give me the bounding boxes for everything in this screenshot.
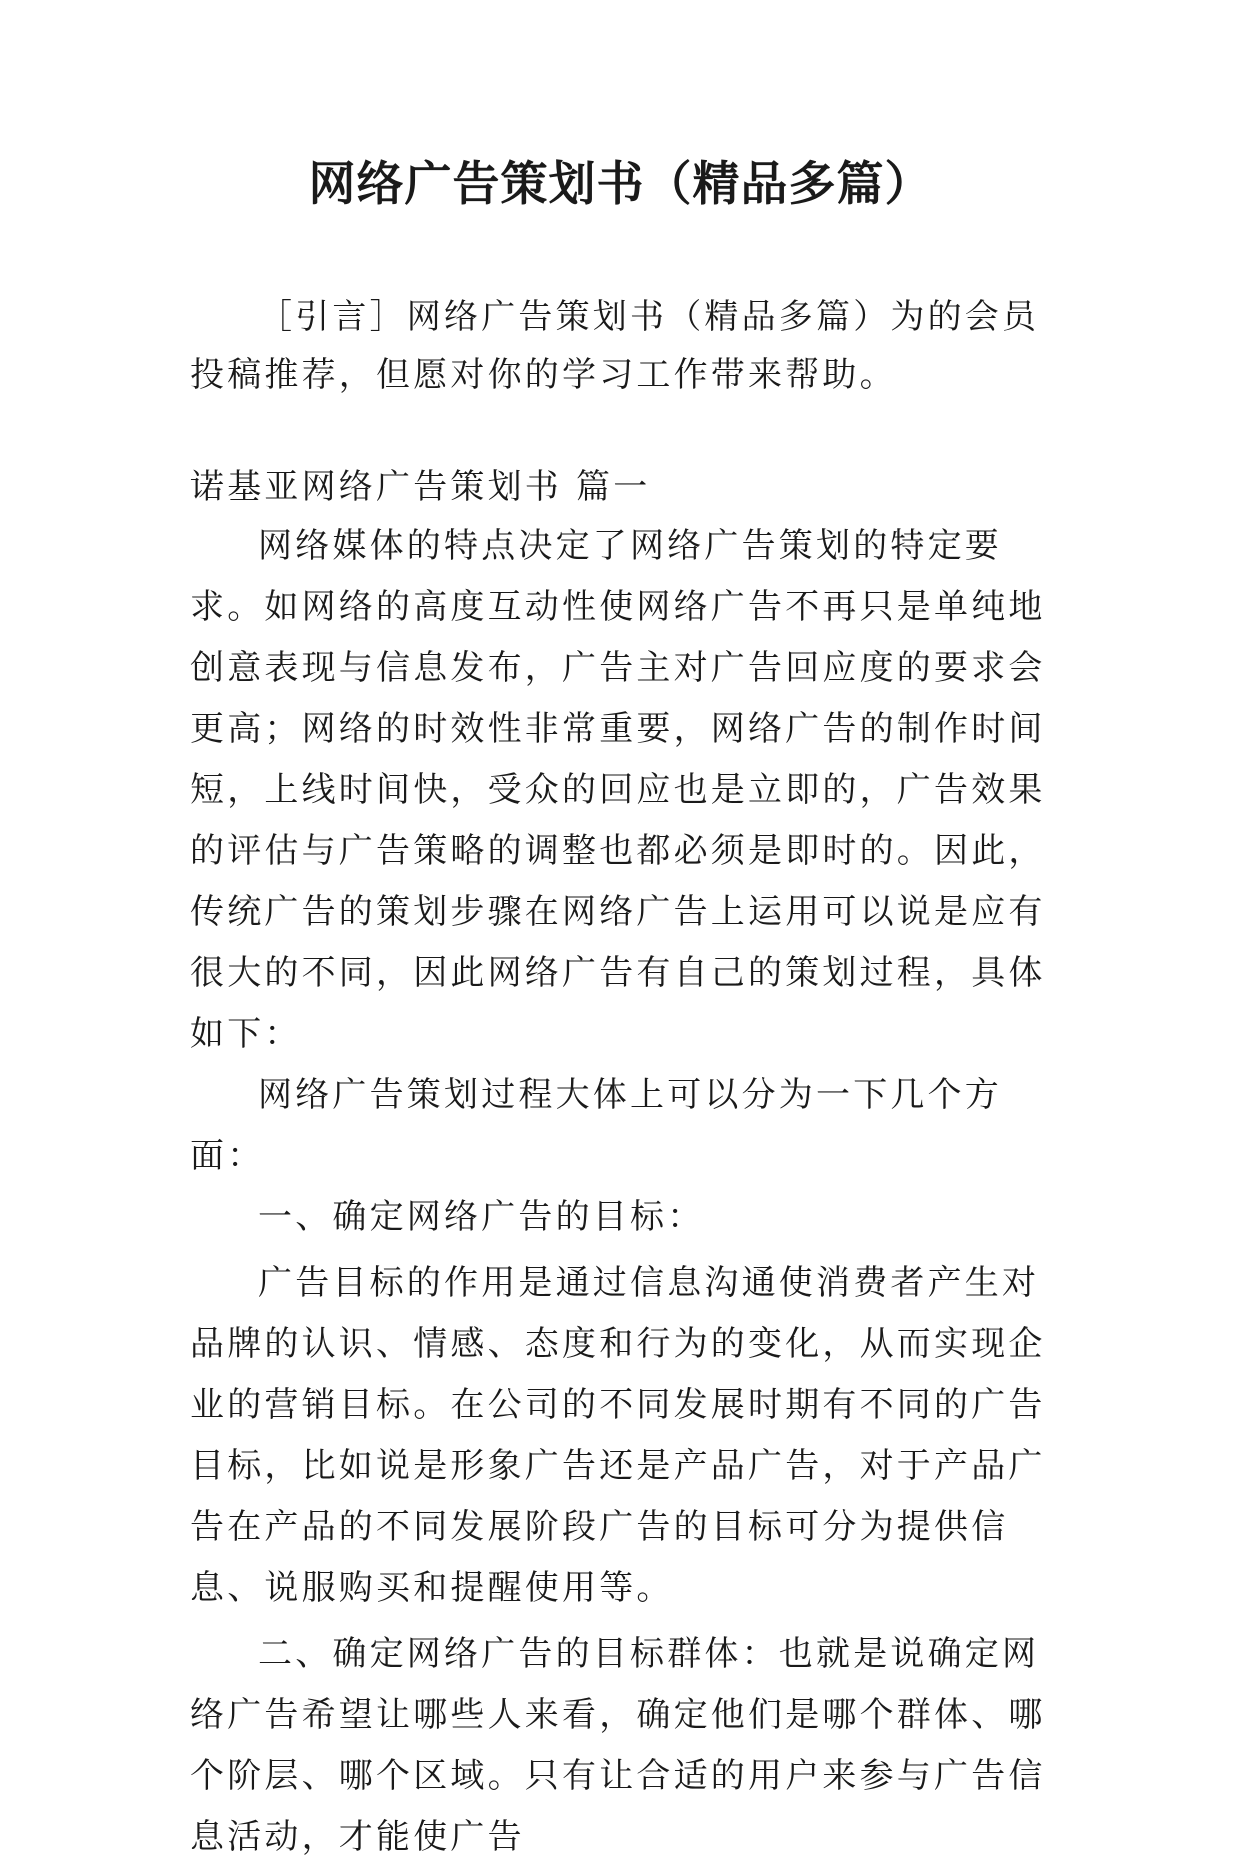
intro-paragraph: ［引言］网络广告策划书（精品多篇）为的会员投稿推荐，但愿对你的学习工作带来帮助。 xyxy=(190,297,1040,395)
section-body xyxy=(190,516,1056,1868)
section-heading: 诺基亚网络广告策划书 篇一 xyxy=(190,467,651,507)
body-paragraph: 网络广告策划过程大体上可以分为一下几个方面： xyxy=(190,1075,1002,1176)
body-paragraph: 一、确定网络广告的目标： xyxy=(258,1197,705,1237)
body-paragraph: 二、确定网络广告的目标群体：也就是说确定网络广告希望让哪些人来看，确定他们是哪个群体、哪个阶层、哪个区域。只有让合适的用户来参与广告信息活动，才能使广告 xyxy=(190,1634,1046,1857)
body-paragraph: 网络媒体的特点决定了网络广告策划的特定要求。如网络的高度互动性使网络广告不再只是单纯地创意表现与信息发布，广告主对广告回应度的要求会更高；网络的时效性非常重要，网络广告的制作时间短，上线时间快，受众的回应也是立即的，广告效果的评估与广告策略的调整也都必须是即时的。因此，传统广告的策划步骤在网络广告上运用可以说是应有很大的不同，因此网络广告有自己的策划过程，具体如下： xyxy=(190,526,1046,1054)
document-title: 网络广告策划书（精品多篇） xyxy=(308,157,933,212)
body-paragraph: 广告目标的作用是通过信息沟通使消费者产生对品牌的认识、情感、态度和行为的变化，从而实现企业的营销目标。在公司的不同发展时期有不同的广告目标，比如说是形象广告还是产品广告，对于产品广告在产品的不同发展阶段广告的目标可分为提供信息、说服购买和提醒使用等。 xyxy=(190,1263,1046,1608)
